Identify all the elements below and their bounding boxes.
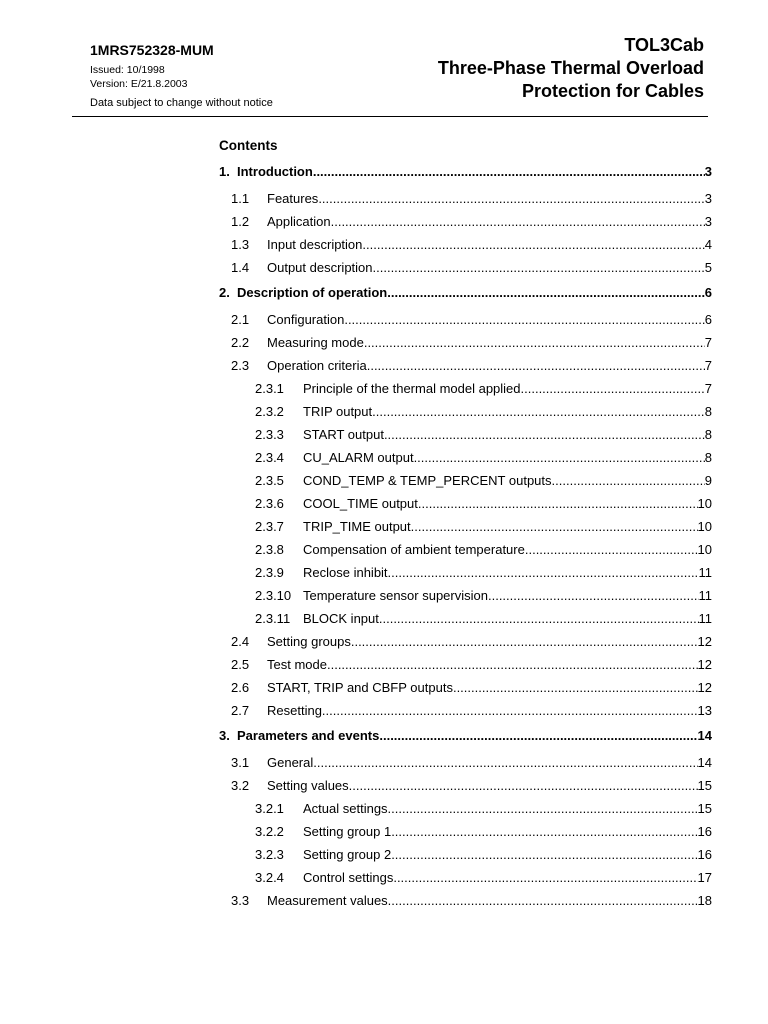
toc-entry-page: 11 [698, 565, 712, 580]
toc-entry-page: 8 [704, 427, 712, 442]
toc-entry[interactable] [219, 164, 712, 191]
toc-entry[interactable] [219, 755, 712, 778]
toc-entry[interactable] [219, 824, 712, 847]
toc-entry-label: START, TRIP and CBFP outputs [267, 680, 453, 695]
document-title [438, 34, 704, 103]
dot-leader [391, 847, 697, 862]
toc-entry-number: 2.3.3 [255, 427, 284, 442]
toc-entry[interactable] [219, 496, 712, 519]
toc-entry-page: 3 [704, 191, 712, 206]
toc-entry[interactable] [219, 450, 712, 473]
toc-entry-page: 17 [697, 870, 712, 885]
title-line-3: Protection for Cables [521, 81, 704, 101]
toc-entry[interactable] [219, 542, 712, 565]
table-of-contents [219, 138, 712, 916]
toc-entry-page: 5 [704, 260, 712, 275]
dot-leader [411, 519, 698, 534]
toc-entry[interactable] [219, 728, 712, 755]
toc-entry[interactable] [219, 473, 712, 496]
toc-entry-label: CU_ALARM output [303, 450, 414, 465]
toc-entry-number: 2.3.5 [255, 473, 284, 488]
toc-entry[interactable] [219, 191, 712, 214]
toc-entry[interactable] [219, 312, 712, 335]
dot-leader [521, 381, 705, 396]
toc-entry-label: Temperature sensor supervision [303, 588, 488, 603]
dot-leader [331, 214, 705, 229]
dot-leader [313, 755, 697, 770]
toc-entry-number: 2.3.4 [255, 450, 284, 465]
toc-entry-number: 1.1 [231, 191, 250, 206]
dot-leader [384, 427, 705, 442]
toc-entry-page: 8 [704, 450, 712, 465]
toc-entry-label: Actual settings [303, 801, 388, 816]
title-line-2: Three-Phase Thermal Overload [437, 58, 704, 78]
contents-heading: Contents [219, 138, 278, 153]
toc-entry[interactable] [219, 214, 712, 237]
toc-entry[interactable] [219, 703, 712, 726]
toc-entry-label: Configuration [267, 312, 345, 327]
dot-leader [379, 611, 699, 626]
toc-entry-label: General [267, 755, 314, 770]
toc-entry-number: 2.1 [231, 312, 250, 327]
toc-entry-number: 1.4 [231, 260, 250, 275]
toc-entry[interactable] [219, 847, 712, 870]
dot-leader [488, 588, 699, 603]
toc-entry-number: 3.2.4 [255, 870, 284, 885]
toc-entry-label: Resetting [267, 703, 322, 718]
dot-leader [351, 634, 698, 649]
toc-entry-number: 2.3.1 [255, 381, 284, 396]
title-product: TOL3Cab [624, 35, 704, 55]
toc-entry[interactable] [219, 519, 712, 542]
toc-entry[interactable] [219, 358, 712, 381]
toc-entry-label: Application [267, 214, 331, 229]
toc-entry-number: 3.2.2 [255, 824, 284, 839]
toc-entry[interactable] [219, 893, 712, 916]
toc-entry-page: 6 [704, 285, 712, 300]
toc-entry-page: 8 [704, 404, 712, 419]
dot-leader [313, 164, 705, 179]
toc-entry-label: Compensation of ambient temperature [303, 542, 525, 557]
document-id: 1MRS752328-MUM [90, 42, 214, 58]
toc-entry-label: Features [267, 191, 319, 206]
toc-entry-page: 15 [697, 801, 712, 816]
toc-entry[interactable] [219, 404, 712, 427]
toc-entry-number: 2.3.8 [255, 542, 284, 557]
toc-entry-page: 11 [698, 611, 712, 626]
toc-entry-label: TRIP_TIME output [303, 519, 411, 534]
toc-entry-page: 7 [704, 335, 712, 350]
toc-entry[interactable] [219, 427, 712, 450]
toc-entry-page: 15 [697, 778, 712, 793]
toc-entry-page: 16 [697, 824, 712, 839]
dot-leader [364, 335, 705, 350]
toc-entry-page: 3 [704, 164, 712, 179]
toc-entry-number: 2.7 [231, 703, 250, 718]
dot-leader [387, 285, 705, 300]
toc-entry-number: 1.3 [231, 237, 250, 252]
toc-entry-page: 6 [704, 312, 712, 327]
toc-entry-label: Setting group 1 [303, 824, 392, 839]
dot-leader [318, 191, 704, 206]
toc-entry[interactable] [219, 260, 712, 283]
toc-entry[interactable] [219, 285, 712, 312]
toc-entry-number: 2.4 [231, 634, 250, 649]
dot-leader [418, 496, 698, 511]
toc-entry-page: 10 [697, 542, 712, 557]
toc-entry[interactable] [219, 237, 712, 260]
dot-leader [552, 473, 705, 488]
toc-entry-number: 1.2 [231, 214, 250, 229]
toc-entry-page: 11 [698, 588, 712, 603]
toc-entry[interactable] [219, 657, 712, 680]
toc-entry[interactable] [219, 588, 712, 611]
dot-leader [327, 657, 698, 672]
toc-entry-number: 2.2 [231, 335, 250, 350]
change-notice: Data subject to change without notice [90, 97, 273, 109]
toc-entry-page: 3 [704, 214, 712, 229]
toc-entry-label: Setting group 2 [303, 847, 392, 862]
page-header [0, 0, 768, 120]
toc-entry-label: Test mode [267, 657, 327, 672]
toc-entries [219, 164, 712, 916]
toc-entry[interactable] [219, 381, 712, 404]
toc-entry-number: 2. [219, 285, 230, 300]
toc-entry-page: 14 [697, 728, 712, 743]
toc-entry-page: 10 [697, 519, 712, 534]
dot-leader [388, 801, 698, 816]
toc-entry-number: 2.5 [231, 657, 250, 672]
dot-leader [372, 404, 705, 419]
toc-entry-page: 7 [704, 358, 712, 373]
toc-entry-page: 16 [697, 847, 712, 862]
dot-leader [362, 237, 704, 252]
toc-entry-page: 18 [697, 893, 712, 908]
toc-entry-label: TRIP output [303, 404, 373, 419]
toc-entry-label: Output description [267, 260, 373, 275]
toc-entry-number: 3.2.3 [255, 847, 284, 862]
toc-entry-number: 1. [219, 164, 230, 179]
issued-date: Issued: 10/1998 [90, 64, 165, 76]
toc-entry-number: 3.2 [231, 778, 250, 793]
toc-entry-page: 13 [697, 703, 712, 718]
toc-entry-page: 12 [697, 680, 712, 695]
toc-entry-page: 12 [697, 657, 712, 672]
toc-entry-label: BLOCK input [303, 611, 379, 626]
toc-entry-label: Setting groups [267, 634, 351, 649]
dot-leader [525, 542, 698, 557]
toc-entry[interactable] [219, 335, 712, 358]
toc-entry-label: COND_TEMP & TEMP_PERCENT outputs [303, 473, 552, 488]
dot-leader [393, 870, 697, 885]
toc-entry[interactable] [219, 611, 712, 634]
dot-leader [379, 728, 697, 743]
toc-entry-number: 3.1 [231, 755, 250, 770]
toc-entry-label: Parameters and events [237, 728, 380, 743]
toc-entry-number: 2.3.2 [255, 404, 284, 419]
toc-entry-number: 3.2.1 [255, 801, 284, 816]
version-info: Version: E/21.8.2003 [90, 78, 188, 90]
toc-entry-page: 12 [697, 634, 712, 649]
dot-leader [373, 260, 705, 275]
toc-entry-label: Operation criteria [267, 358, 367, 373]
dot-leader [349, 778, 698, 793]
dot-leader [322, 703, 698, 718]
toc-entry-number: 2.3.10 [255, 588, 292, 603]
toc-entry-number: 2.6 [231, 680, 250, 695]
toc-entry-label: Principle of the thermal model applied [303, 381, 521, 396]
toc-entry-page: 10 [697, 496, 712, 511]
dot-leader [391, 824, 697, 839]
toc-entry-number: 2.3.6 [255, 496, 284, 511]
toc-entry-label: Measuring mode [267, 335, 364, 350]
toc-entry-label: Input description [267, 237, 363, 252]
dot-leader [414, 450, 705, 465]
toc-entry-label: Introduction [237, 164, 313, 179]
toc-entry-label: COOL_TIME output [303, 496, 418, 511]
toc-entry[interactable] [219, 870, 712, 893]
toc-entry-label: Reclose inhibit [303, 565, 388, 580]
toc-entry-number: 2.3.9 [255, 565, 284, 580]
toc-entry-page: 7 [704, 381, 712, 396]
toc-entry[interactable] [219, 778, 712, 801]
dot-leader [367, 358, 705, 373]
toc-entry-number: 3.3 [231, 893, 250, 908]
toc-entry[interactable] [219, 801, 712, 824]
dot-leader [388, 565, 699, 580]
toc-entry-label: Description of operation [237, 285, 388, 300]
toc-entry-label: Measurement values [267, 893, 388, 908]
toc-entry-page: 4 [704, 237, 712, 252]
toc-entry-number: 2.3 [231, 358, 250, 373]
toc-entry-label: Control settings [303, 870, 394, 885]
toc-entry-page: 9 [704, 473, 712, 488]
header-divider [72, 116, 708, 117]
dot-leader [344, 312, 704, 327]
toc-entry[interactable] [219, 634, 712, 657]
toc-entry-page: 14 [697, 755, 712, 770]
toc-entry-number: 2.3.7 [255, 519, 284, 534]
toc-entry-label: START output [303, 427, 384, 442]
toc-entry-label: Setting values [267, 778, 349, 793]
toc-entry-number: 3. [219, 728, 230, 743]
dot-leader [453, 680, 698, 695]
toc-entry[interactable] [219, 680, 712, 703]
toc-entry-number: 2.3.11 [255, 611, 291, 626]
dot-leader [388, 893, 698, 908]
toc-entry[interactable] [219, 565, 712, 588]
